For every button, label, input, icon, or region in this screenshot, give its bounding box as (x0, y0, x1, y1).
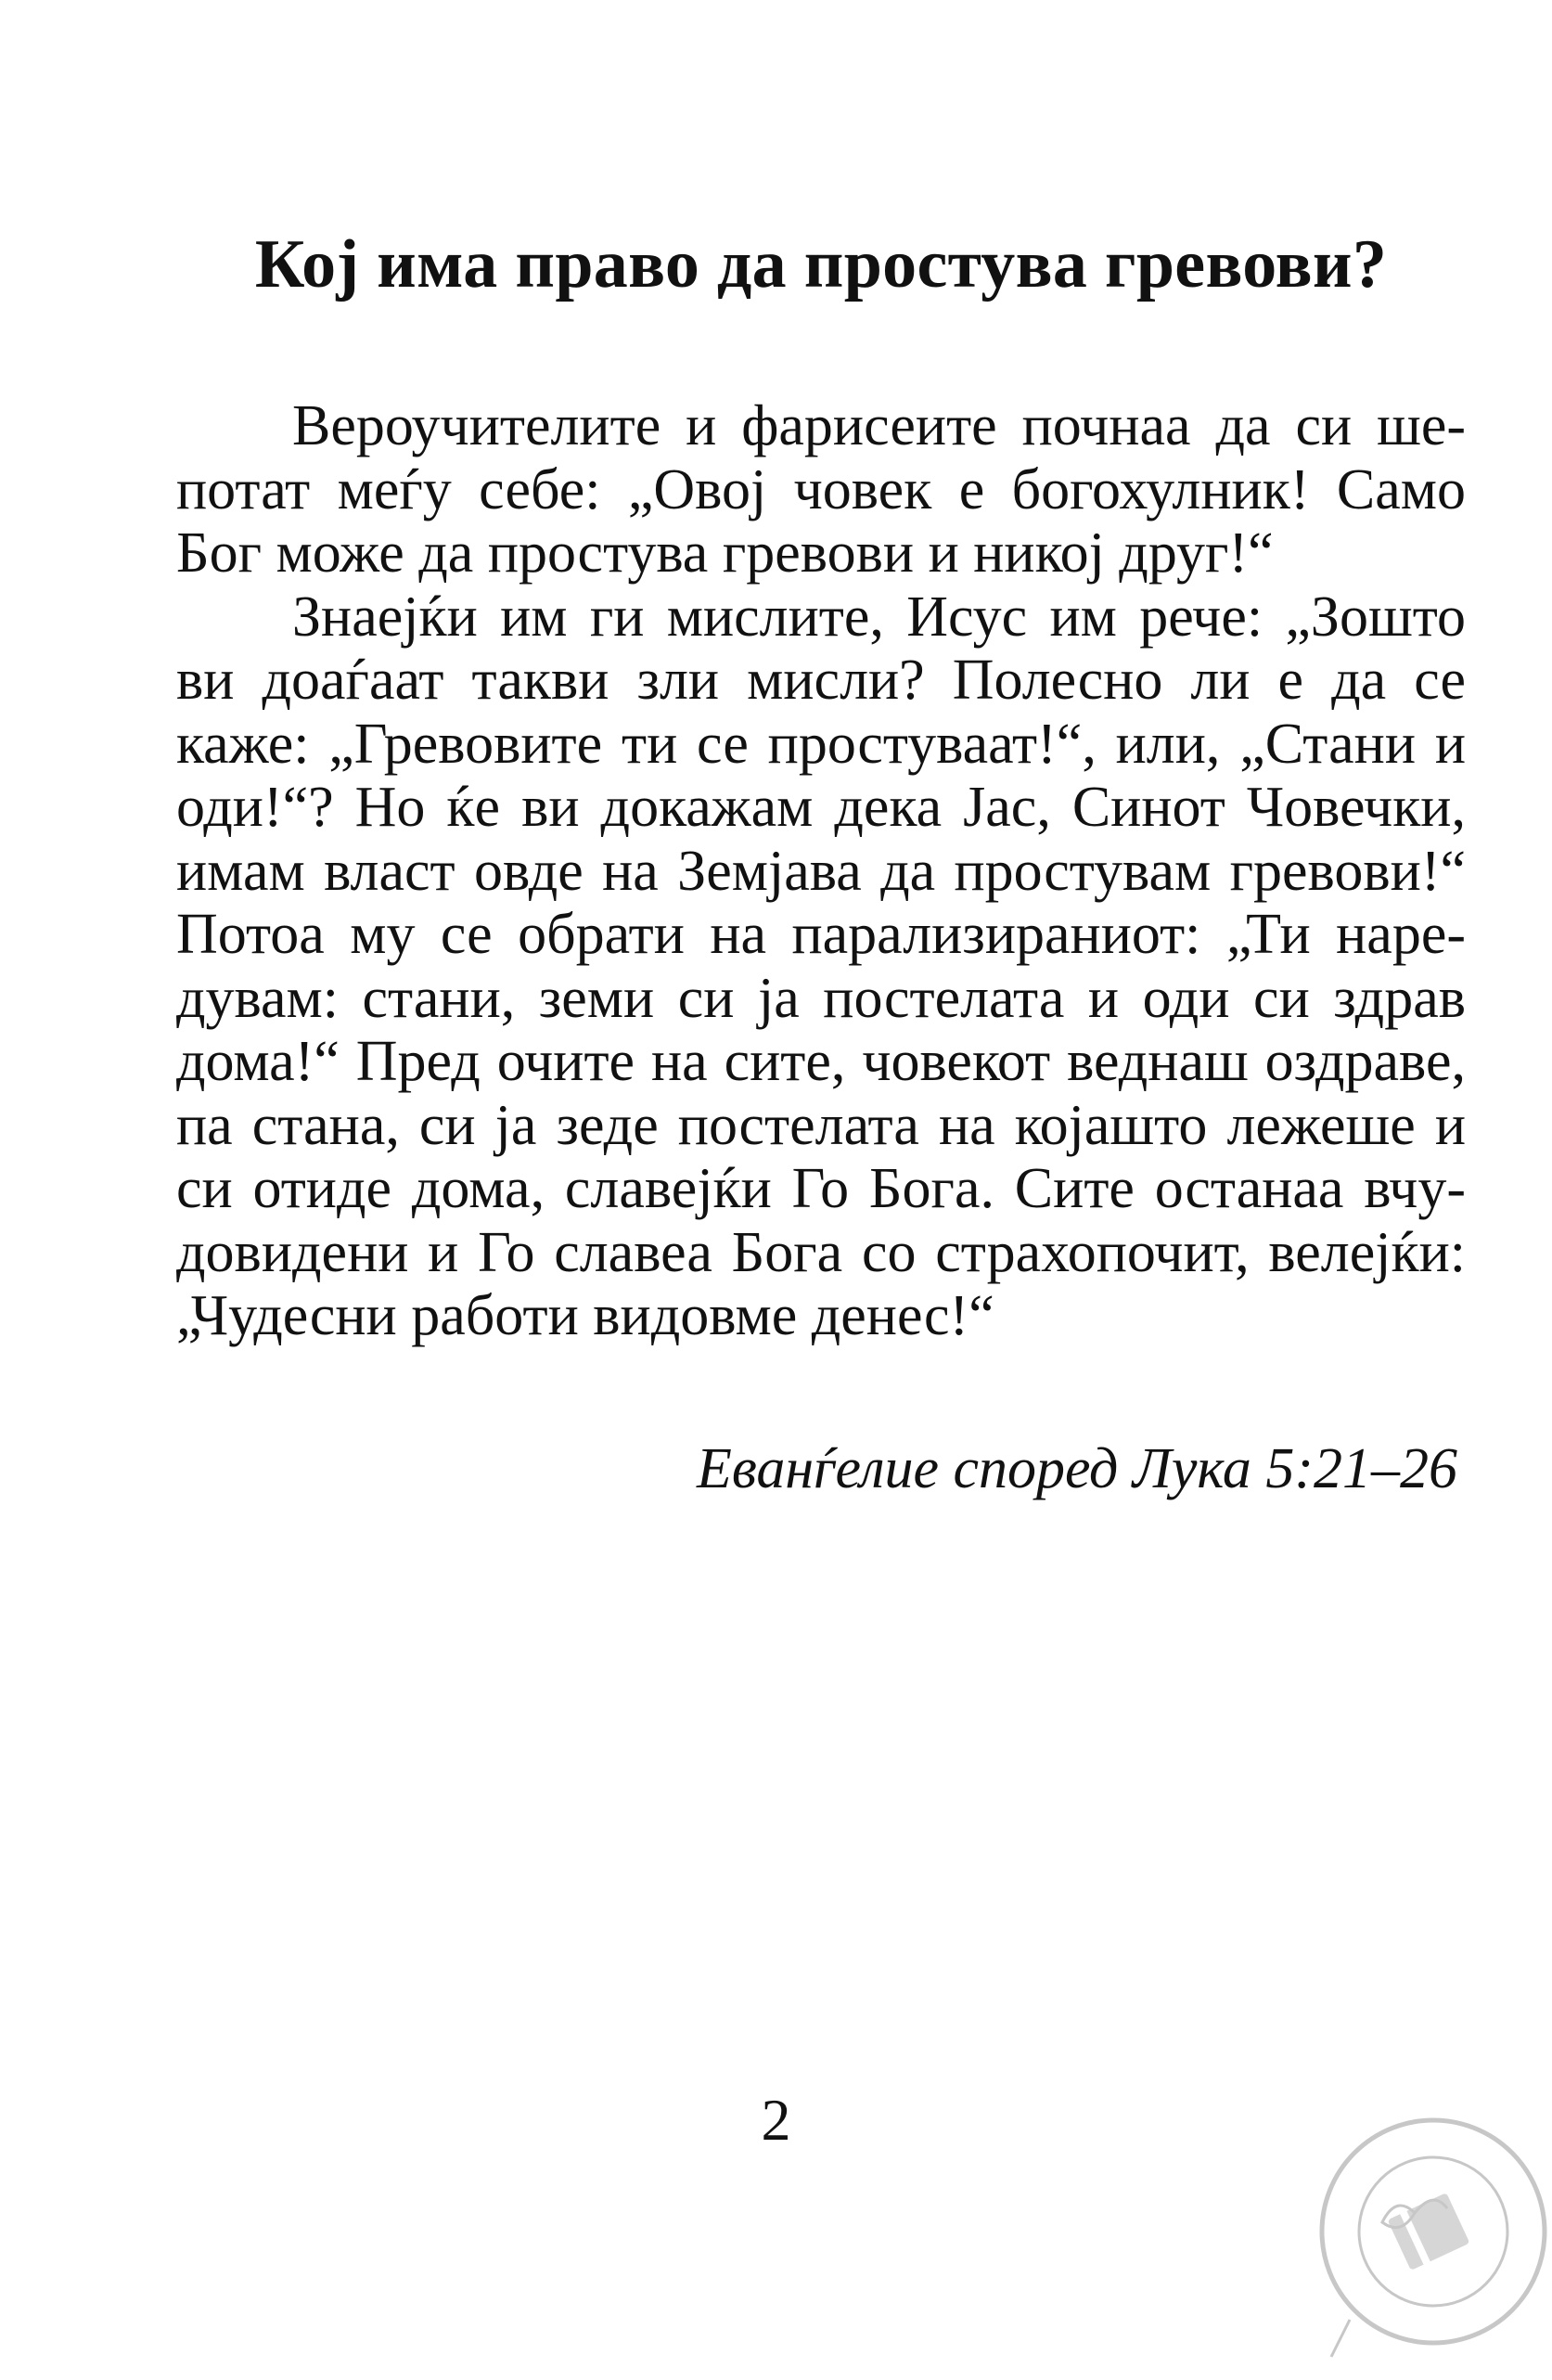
body-line: довидени и Го славеа Бога со страхопочит, велејќи: (176, 1220, 1466, 1284)
watermark-stamp (1294, 2083, 1552, 2375)
body-line: па стана, си ја зеде постелата на којашто лежеше и (176, 1093, 1466, 1157)
scripture-reference: Еванѓелие според Лука 5:21–26 (697, 1437, 1457, 1500)
body-line: дома!“ Пред очите на сите, човекот веднаш оздраве, (176, 1030, 1466, 1093)
body-line: ви доаѓаат такви зли мисли? Полесно ли е да се (176, 649, 1466, 712)
body-line: дувам: стани, земи си ја постелата и оди си здрав (176, 966, 1466, 1030)
body-line: имам власт овде на Земјава да простувам гревови!“ (176, 839, 1466, 903)
watermark-stamp-graphic (1294, 2083, 1552, 2375)
body-line: Знаејќи им ги мислите, Исус им рече: „Зошто (292, 585, 1466, 649)
page-number: 2 (761, 2087, 791, 2153)
body-line: потат меѓу себе: „Овој човек е богохулник! Само (176, 457, 1466, 521)
body-line: Потоа му се обрати на парализираниот: „Ти наре- (176, 903, 1466, 966)
body-line: каже: „Гревовите ти се простуваат!“, или, „Стани и (176, 712, 1466, 776)
stamp-corner-mark (1331, 2320, 1350, 2357)
body-text (176, 394, 1466, 1348)
body-line: Бог може да простува гревови и никој друг!“ (176, 521, 1274, 585)
body-line: си отиде дома, славејќи Го Бога. Сите останаа вчу- (176, 1157, 1466, 1220)
body-line: „Чудесни работи видовме денес!“ (176, 1284, 994, 1347)
body-line: оди!“? Но ќе ви докажам дека Јас, Синот Човечки, (176, 776, 1466, 839)
page-title: Кој има право да простува гревови? (254, 226, 1388, 302)
body-line: Вероучителите и фарисеите почнаа да си ше- (292, 394, 1466, 457)
